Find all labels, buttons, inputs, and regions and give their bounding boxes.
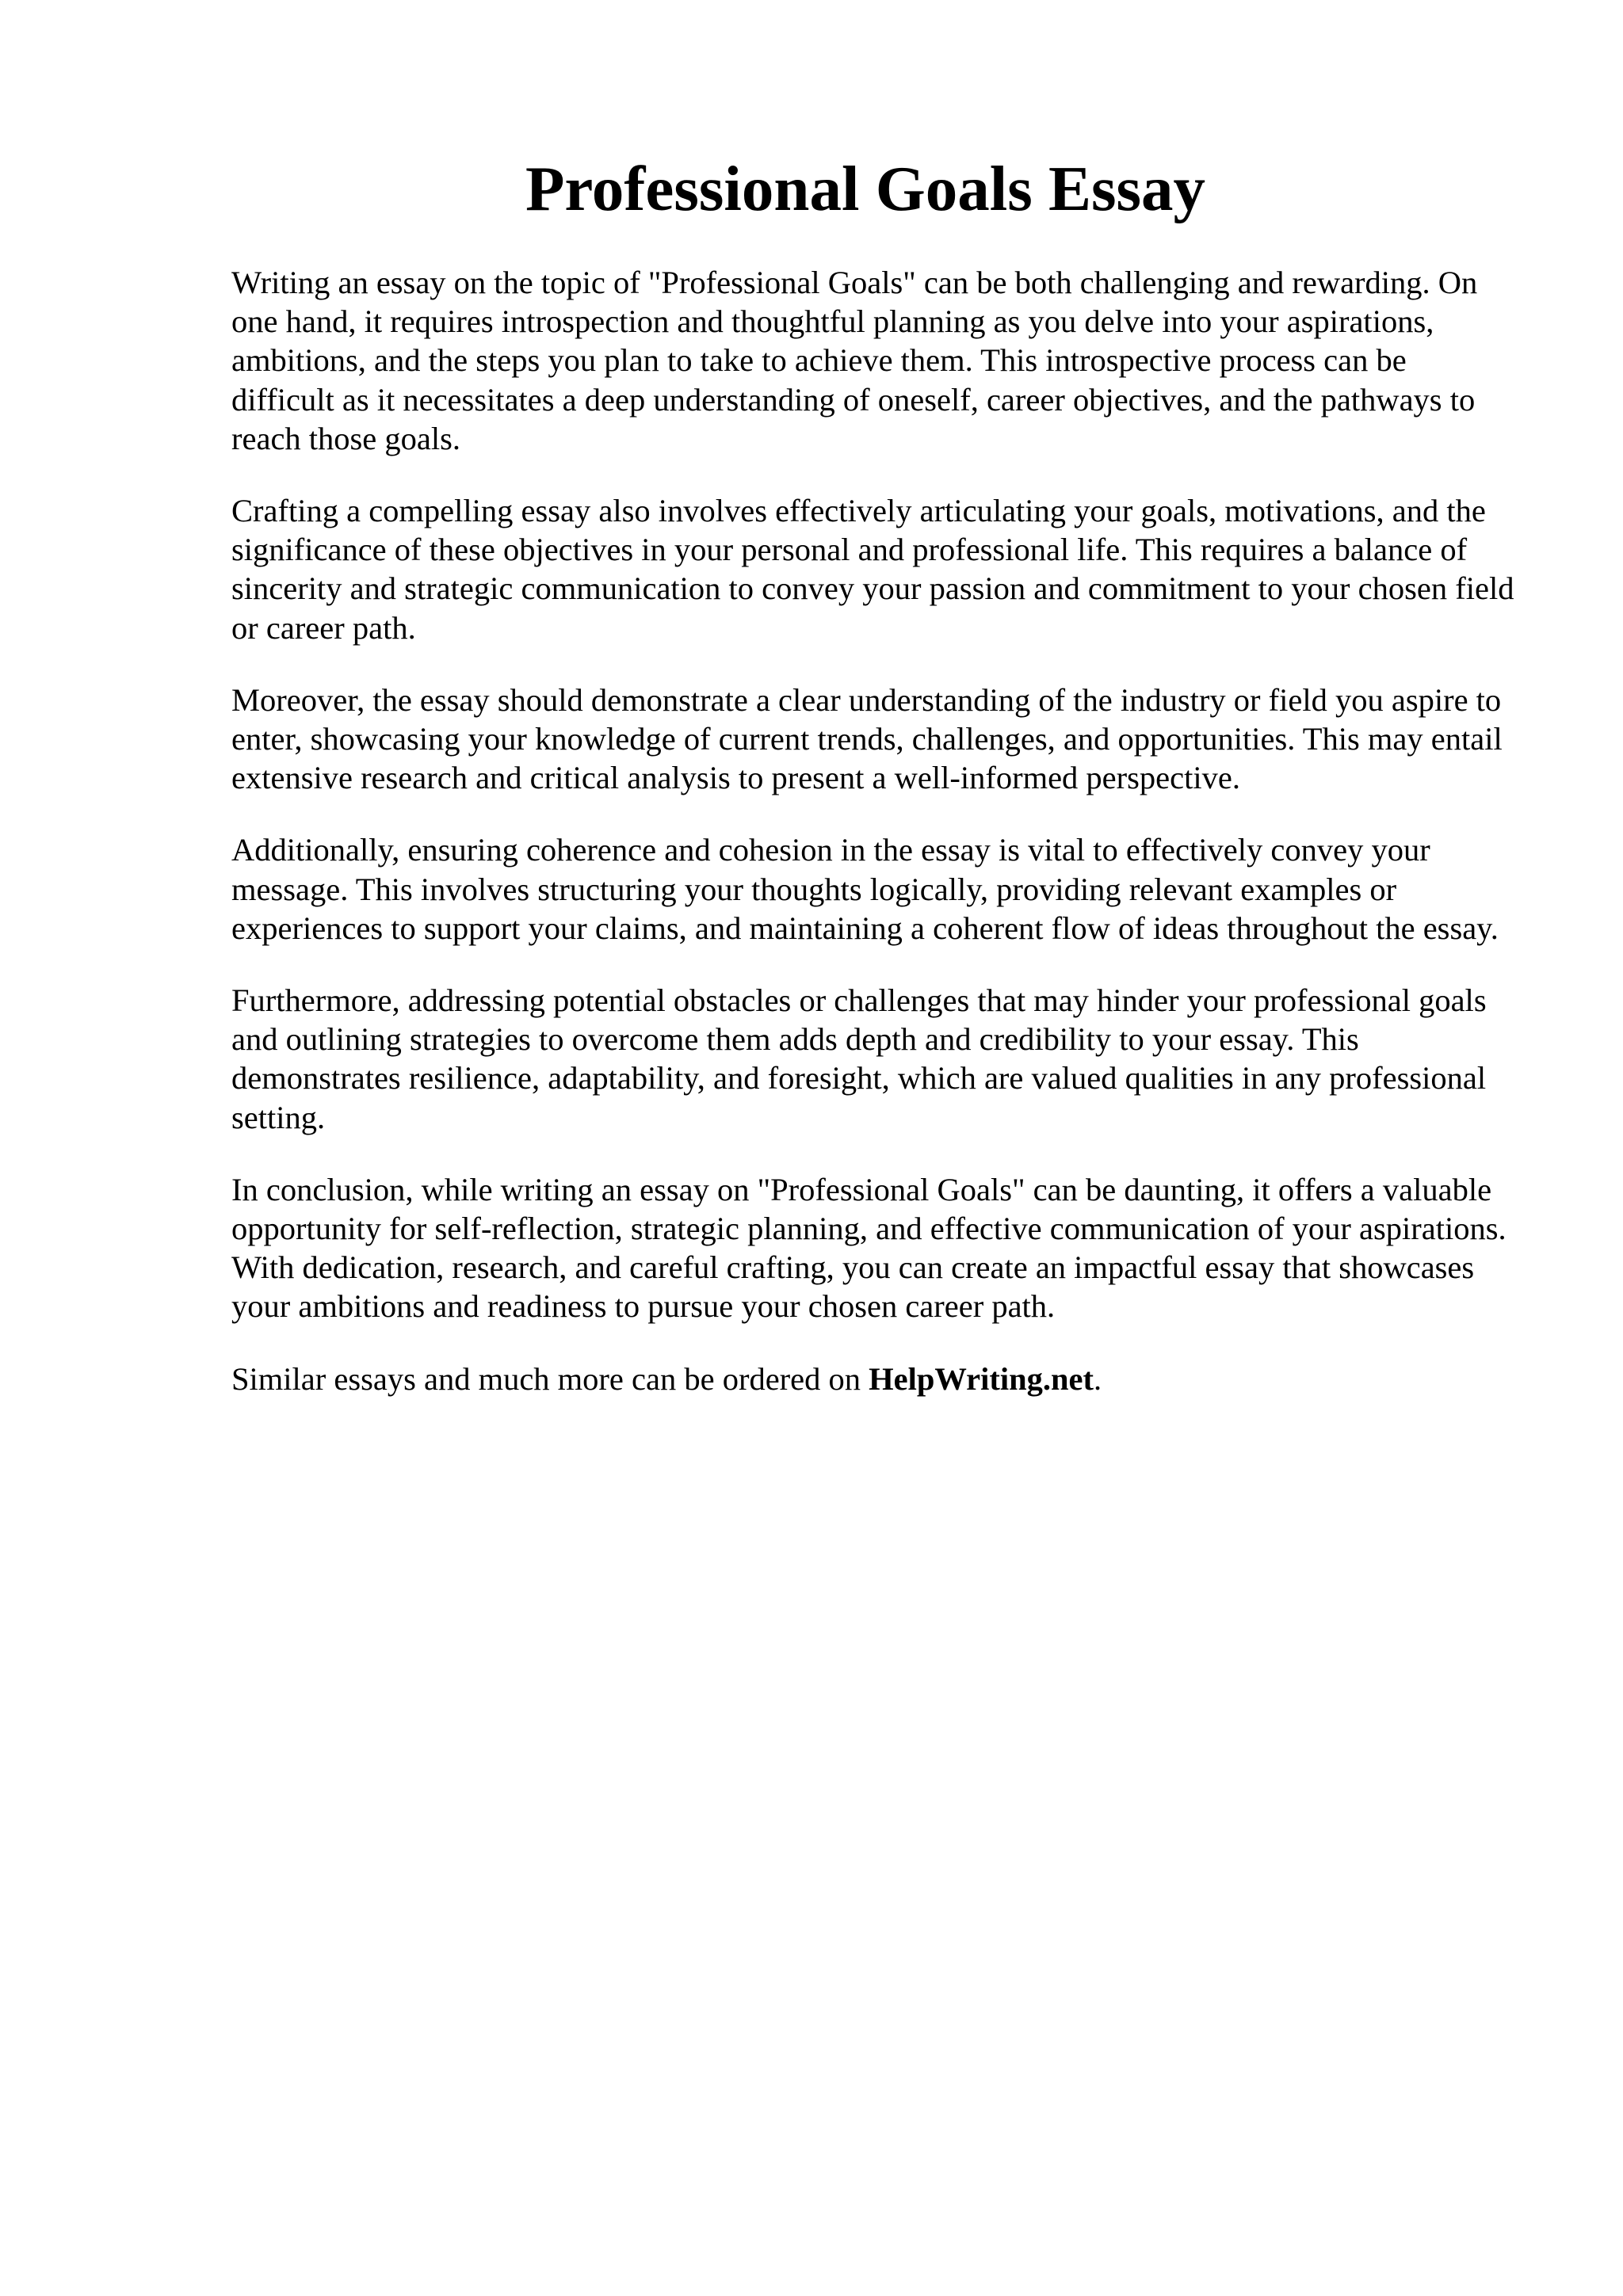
paragraph-5: Furthermore, addressing potential obstacles or challenges that may hinder your professional goals and outlining strategies to overcome them adds depth and credibility to your essay. This demonstrates resilience, adaptability, and foresight, which are valued qualities in any professional setting. — [231, 982, 1487, 1135]
footer-suffix: . — [1094, 1360, 1102, 1397]
paragraph-6: In conclusion, while writing an essay on "Professional Goals" can be daunting, it offers a valuable opportunity for self-reflection, strategic planning, and effective communication of your aspirations. With dedication, research, and careful crafting, you can create an impactful essay that showcases your ambitions and readiness to pursue your chosen career path. — [231, 1171, 1507, 1325]
essay-body — [231, 263, 1515, 1432]
paragraph-4: Additionally, ensuring coherence and cohesion in the essay is vital to effectively convey your message. This involves structuring your thoughts logically, providing relevant examples or experiences to support your claims, and maintaining a coherent flow of ideas throughout the essay. — [231, 832, 1499, 946]
footer-prefix: Similar essays and much more can be ordered on — [231, 1360, 869, 1397]
paragraph-3: Moreover, the essay should demonstrate a clear understanding of the industry or field you aspire to enter, showcasing your knowledge of current trends, challenges, and opportunities. This may entail extensive research and critical analysis to present a well-informed perspective. — [231, 681, 1503, 796]
brand-link[interactable]: HelpWriting.net — [869, 1360, 1094, 1397]
paragraph-1: Writing an essay on the topic of "Professional Goals" can be both challenging and rewarding. On one hand, it requires introspection and thoughtful planning as you delve into your aspirations, ambitions, and the steps you plan to take to achieve them. This introspective process can be difficult as it necessitates a deep understanding of oneself, career objectives, and the pathways to reach those goals. — [231, 265, 1478, 456]
page-title: Professional Goals Essay — [525, 153, 1206, 224]
paragraph-2: Crafting a compelling essay also involves effectively articulating your goals, motivations, and the significance of these objectives in your personal and professional life. This requires a balance of sincerity and strategic communication to convey your passion and commitment to your chosen field or career path. — [231, 493, 1514, 646]
footer-note — [231, 1360, 1515, 1398]
